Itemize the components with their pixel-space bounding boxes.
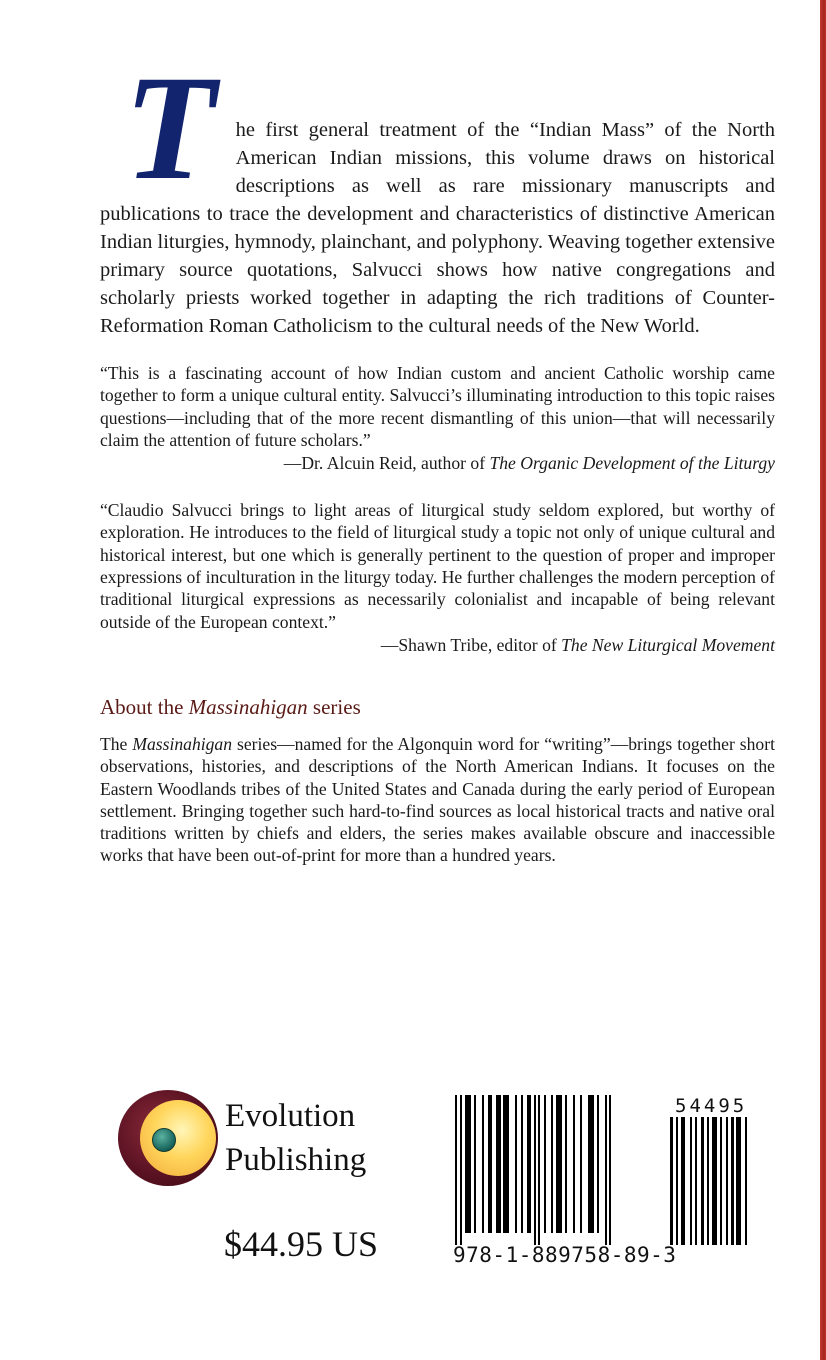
publisher-name <box>225 1094 366 1182</box>
barcode-main-bars <box>455 1095 635 1245</box>
back-cover-text <box>100 0 775 867</box>
price-code: 54495 <box>675 1095 748 1117</box>
attribution-name: —Dr. Alcuin Reid, author of <box>283 453 490 474</box>
intro-text: he first general treatment of the “Indian Mass” of the North American Indian missions, this volume draws on historical descriptions as well as rare missionary manuscripts and publications to trace the development and characteristics of distinctive American Indian liturgies, hymnody, plainchant, and polyphony. Weaving together extensive primary source quotations, Salvucci shows how native congregations and scholarly priests worked together in adapting the rich traditions of Counter-Reformation Roman Catholicism to the cultural needs of the New World. <box>100 119 775 337</box>
logo-dot <box>152 1128 176 1152</box>
endorsement-quote: “This is a fascinating account of how Indian custom and ancient Catholic worship came together to form a unique cultural entity. Salvucci’s illuminating introduction to this topic raises questions—including that of the more recent dismantling of this union—that will necessarily claim the attention of future scholars.” <box>100 363 775 450</box>
intro-paragraph <box>100 45 775 340</box>
attribution-title: The Organic Development of the Liturgy <box>489 453 775 474</box>
heading-series-name: Massinahigan <box>188 694 308 719</box>
heading-text: About the <box>100 694 189 719</box>
series-name: Massinahigan <box>132 733 233 754</box>
publisher-line2: Publishing <box>225 1142 367 1178</box>
series-description <box>100 733 775 867</box>
barcode-addon-bars <box>670 1117 767 1245</box>
publisher-line1: Evolution <box>225 1098 356 1134</box>
attribution-title: The New Liturgical Movement <box>561 634 775 655</box>
price: $44.95 US <box>224 1224 379 1264</box>
endorsement-2 <box>100 499 775 657</box>
heading-text: series <box>307 694 361 719</box>
endorsement-attribution <box>100 633 775 657</box>
drop-cap: T <box>124 45 216 211</box>
attribution-name: —Shawn Tribe, editor of <box>380 634 562 655</box>
endorsement-attribution <box>100 451 775 475</box>
series-text <box>100 733 775 867</box>
isbn-barcode <box>455 1095 770 1275</box>
series-heading <box>100 693 775 721</box>
series-text-rest: series—named for the Algonquin word for “writing”—brings together short observations, histories, and descriptions of the North American Indians. It focuses on the Eastern Woodlands tribes of the United States and Canada during the early period of European settlement. Bringing together such hard-to-find sources as local historical tracts and native oral traditions written by chiefs and elders, the series makes available obscure and inaccessible works that have been out-of-print for more than a hundred years. <box>100 733 775 866</box>
endorsement-quote: “Claudio Salvucci brings to light areas of liturgical study seldom explored, but worthy of exploration. He introduces to the field of liturgical study a topic not only of unique cultural and historical interest, but one which is generally pertinent to the question of proper and improper expressions of inculturation in the liturgy today. He further challenges the modern perception of traditional liturgical expressions as necessarily colonialist and incapable of being relevant outside of the European context.” <box>100 500 775 632</box>
isbn-number: 978-1-889758-89-3 <box>453 1243 677 1267</box>
spine-edge <box>820 0 826 1360</box>
series-text-start: The <box>100 733 133 754</box>
evolution-publishing-logo-icon <box>118 1090 220 1186</box>
endorsement-1 <box>100 362 775 475</box>
